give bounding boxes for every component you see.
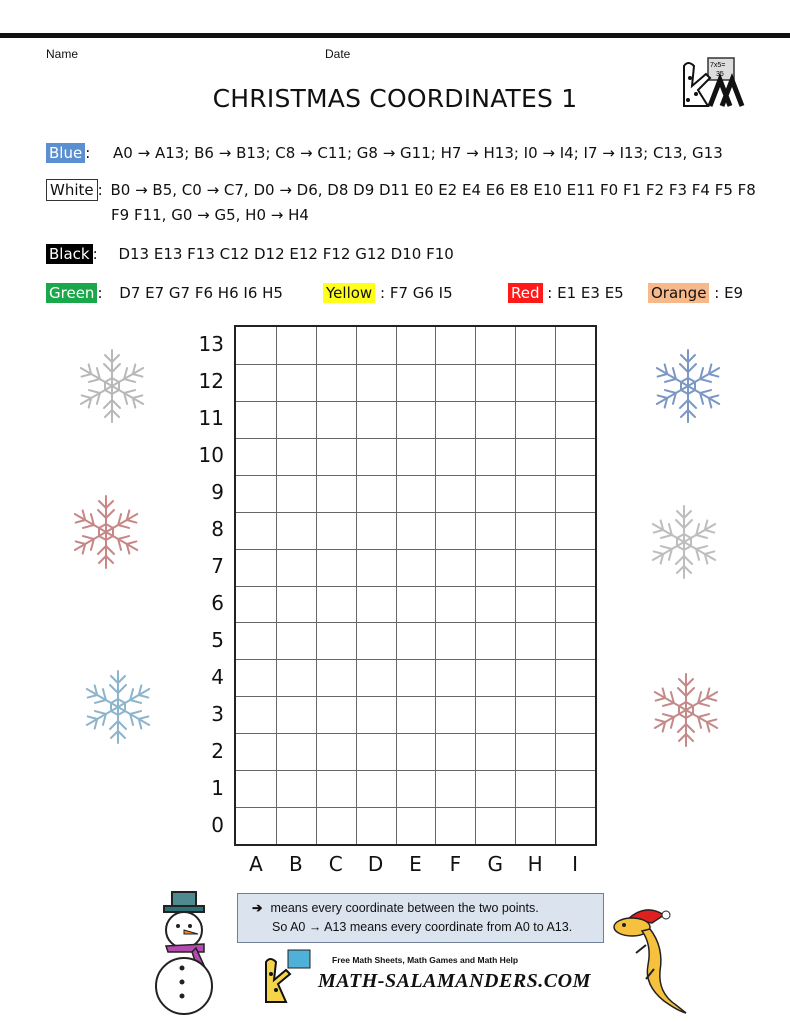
y-axis-label: 3 bbox=[211, 701, 224, 726]
grid-horizontal-line bbox=[236, 401, 595, 402]
arrow-right-icon: ➔ bbox=[252, 901, 263, 915]
name-label: Name bbox=[46, 47, 79, 61]
y-axis-label: 1 bbox=[211, 775, 224, 800]
note-line1: means every coordinate between the two points. bbox=[270, 901, 539, 915]
arrow-note-box bbox=[237, 893, 604, 943]
grid-horizontal-line bbox=[236, 696, 595, 697]
y-axis-label: 2 bbox=[211, 738, 224, 763]
black-instruction bbox=[46, 242, 454, 266]
date-label: Date bbox=[325, 47, 351, 61]
y-axis-label: 6 bbox=[211, 590, 224, 615]
snowflake-red-icon bbox=[64, 490, 148, 574]
green-tag: Green bbox=[46, 283, 97, 303]
grid-horizontal-line bbox=[236, 475, 595, 476]
black-text: D13 E13 F13 C12 D12 E12 F12 G12 D10 F10 bbox=[118, 245, 454, 263]
grid-horizontal-line bbox=[236, 733, 595, 734]
snowflake-blue-icon bbox=[646, 344, 730, 428]
grid-horizontal-line bbox=[236, 807, 595, 808]
x-axis-label: B bbox=[288, 852, 303, 876]
black-colon: : bbox=[92, 245, 98, 263]
page-title: CHRISTMAS COORDINATES 1 bbox=[212, 84, 578, 113]
top-divider bbox=[0, 33, 790, 38]
grid-horizontal-line bbox=[236, 770, 595, 771]
orange-tag: Orange bbox=[648, 283, 709, 303]
green-text: D7 E7 G7 F6 H6 I6 H5 bbox=[119, 284, 283, 302]
grid-horizontal-line bbox=[236, 438, 595, 439]
x-axis-label: G bbox=[487, 852, 504, 876]
green-instruction bbox=[46, 281, 283, 305]
white-tag: White bbox=[46, 179, 98, 201]
x-axis-label: D bbox=[367, 852, 384, 876]
footer-site-link[interactable]: MATH-SALAMANDERS.COM bbox=[318, 970, 591, 992]
snowflake-gray-icon bbox=[642, 500, 726, 584]
logo-badge-line2: 35 bbox=[716, 71, 724, 78]
y-axis-label: 10 bbox=[198, 443, 224, 468]
green-colon: : bbox=[97, 284, 103, 302]
grid-horizontal-line bbox=[236, 549, 595, 550]
grid-horizontal-line bbox=[236, 622, 595, 623]
blue-tag: Blue bbox=[46, 143, 85, 163]
orange-colon: : bbox=[714, 284, 720, 302]
red-instruction bbox=[508, 281, 624, 305]
x-axis-label: A bbox=[249, 852, 263, 876]
grid-horizontal-line bbox=[236, 512, 595, 513]
white-colon: : bbox=[97, 181, 103, 199]
coordinate-grid[interactable] bbox=[234, 325, 597, 846]
grid-horizontal-line bbox=[236, 364, 595, 365]
grid-horizontal-line bbox=[236, 586, 595, 587]
logo-badge-line1: 7x5= bbox=[710, 62, 726, 69]
snowflake-red-icon bbox=[644, 668, 728, 752]
yellow-colon: : bbox=[379, 284, 386, 302]
salamander-santa-icon bbox=[606, 905, 690, 1017]
orange-instruction bbox=[648, 281, 743, 305]
grid-horizontal-line bbox=[236, 659, 595, 660]
x-axis-label: I bbox=[572, 852, 578, 876]
snowflake-gray-icon bbox=[70, 344, 154, 428]
blue-text: A0 → A13; B6 → B13; C8 → C11; G8 → G11; H7 → H13; I0 → I4; I7 → I13; C13, G13 bbox=[113, 144, 723, 162]
snowman-icon bbox=[148, 890, 222, 1016]
yellow-instruction bbox=[323, 281, 453, 305]
footer-salamander-logo-icon bbox=[258, 948, 314, 1004]
red-text: E1 E3 E5 bbox=[557, 284, 624, 302]
orange-text: E9 bbox=[724, 284, 744, 302]
y-axis-label: 4 bbox=[211, 664, 224, 689]
blue-instruction bbox=[46, 141, 723, 165]
x-axis-label: F bbox=[449, 852, 462, 876]
yellow-text: F7 G6 I5 bbox=[389, 284, 453, 302]
y-axis-label: 12 bbox=[198, 369, 224, 394]
red-colon: : bbox=[547, 284, 553, 302]
white-text-line1: B0 → B5, C0 → C7, D0 → D6, D8 D9 D11 E0 E2 E4 E6 E8 E10 E11 F0 F1 F2 F3 F4 F5 F8 bbox=[110, 181, 756, 199]
y-axis-label: 11 bbox=[198, 406, 224, 431]
note-line2: So A0 → A13 means every coordinate from A0 to A13. bbox=[272, 920, 573, 934]
y-axis-label: 7 bbox=[211, 554, 224, 579]
black-tag: Black bbox=[46, 244, 93, 264]
snowflake-blue-icon bbox=[76, 665, 160, 749]
y-axis-label: 8 bbox=[211, 517, 224, 542]
y-axis-label: 9 bbox=[211, 480, 224, 505]
white-instruction bbox=[46, 178, 756, 202]
yellow-tag: Yellow bbox=[323, 283, 375, 303]
footer-tagline: Free Math Sheets, Math Games and Math Help bbox=[332, 955, 519, 965]
red-tag: Red bbox=[508, 283, 543, 303]
x-axis-label: H bbox=[527, 852, 543, 876]
white-text-line2: F9 F11, G0 → G5, H0 → H4 bbox=[111, 206, 309, 224]
blue-colon: : bbox=[85, 144, 91, 162]
y-axis-label: 13 bbox=[198, 332, 224, 357]
y-axis-label: 0 bbox=[211, 812, 224, 837]
y-axis-label: 5 bbox=[211, 627, 224, 652]
x-axis-label: E bbox=[409, 852, 422, 876]
x-axis-label: C bbox=[328, 852, 343, 876]
